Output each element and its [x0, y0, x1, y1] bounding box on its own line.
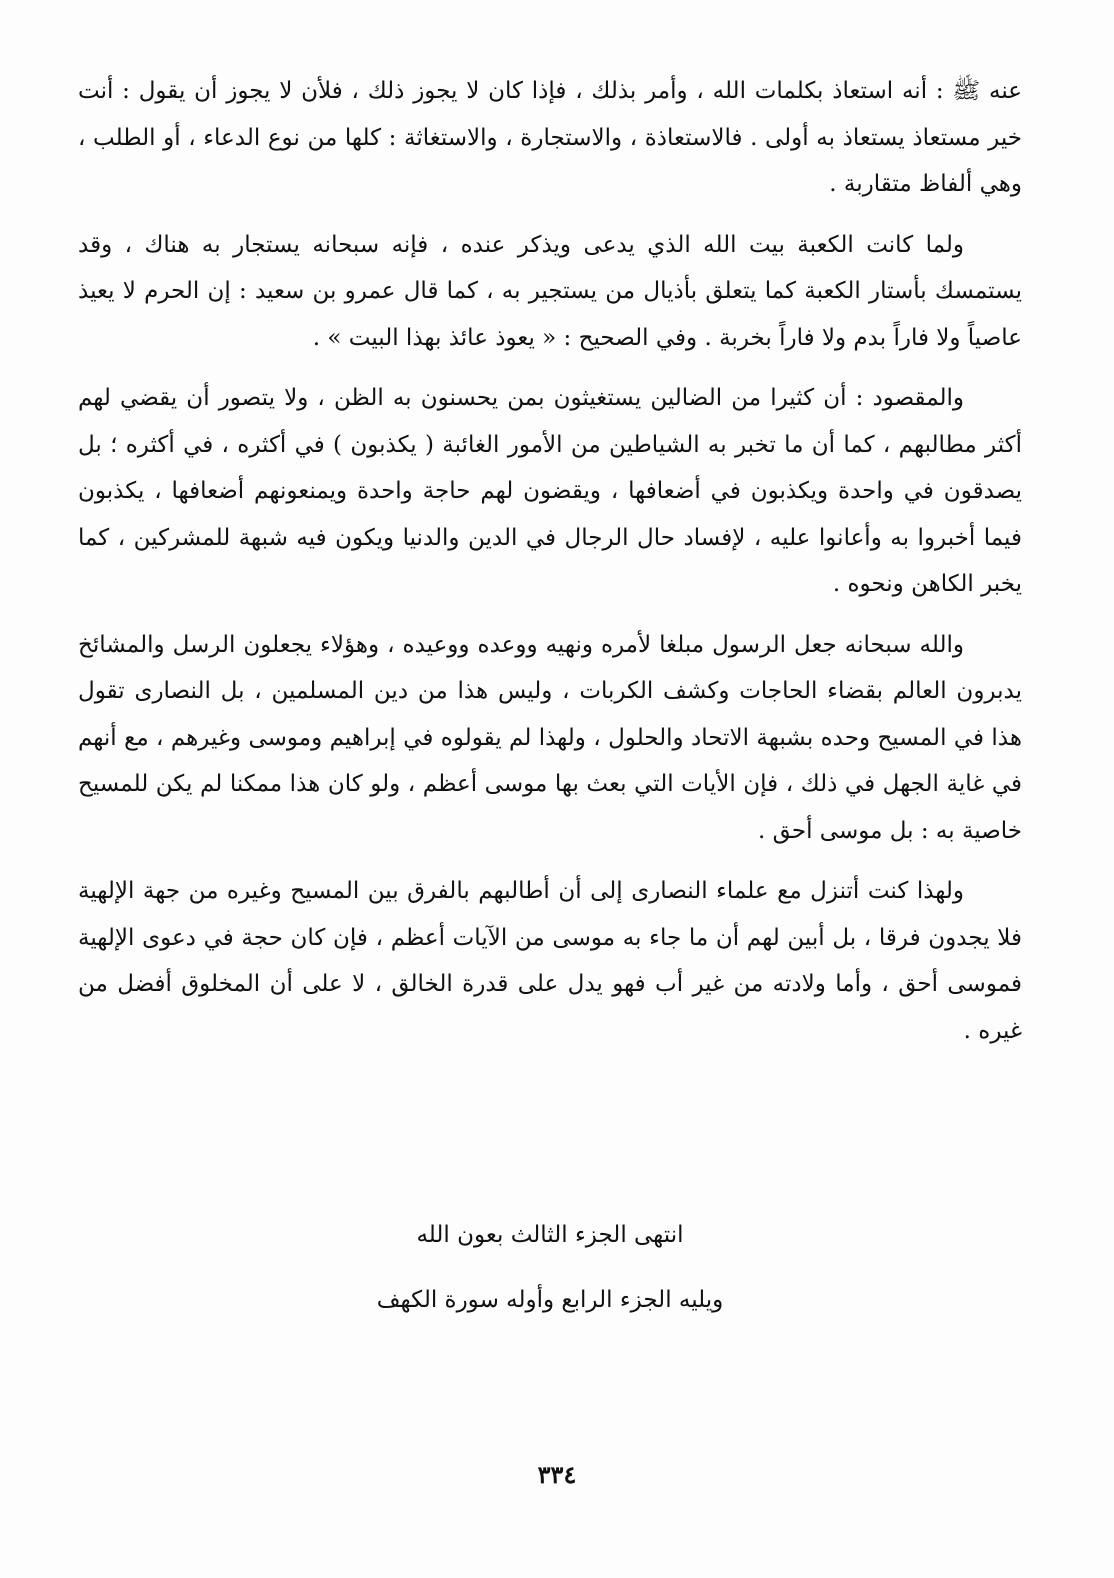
paragraph-4: والله سبحانه جعل الرسول مبلغا لأمره ونهيه ووعده ووعيده ، وهؤلاء يجعلون الرسل والمشائخ يدبرون العالم بقضاء الحاجات وكشف الكربات ، وليس هذا من دين المسلمين ، بل النصارى تقول هذا في المسيح وحده بشبهة الاتحاد والحلول ، ولهذا لم يقولوه في إبراهيم وموسى وغيرهم ، مع أنهم في غاية الجهل في ذلك ، فإن الأيات التي بعث بها موسى أعظم ، ولو كان هذا ممكنا لم يكن للمسيح خاصية به : بل موسى أحق .	[78, 631, 1022, 844]
paragraph-5: ولهذا كنت أتنزل مع علماء النصارى إلى أن أطالبهم بالفرق بين المسيح وغيره من جهة الإلهية فلا يجدون فرقا ، بل أبين لهم أن ما جاء به موسى من الآيات أعظم ، فإن كان حجة في دعوى الإلهية فموسى أحق ، وأما ولادته من غير أب فهو يدل على قدرة الخالق ، لا على أن المخلوق أفضل من غيره .	[78, 878, 1022, 1044]
paragraph-1: عنه ﷺ : أنه استعاذ بكلمات الله ، وأمر بذلك ، فإذا كان لا يجوز ذلك ، فلأن لا يجوز أن يقول : أنت خير مستعاذ يستعاذ به أولى . فالاستعاذة ، والاستجارة ، والاستغاثة : كلها من نوع الدعاء ، أو الطلب ، وهي ألفاظ متقاربة .	[78, 78, 1022, 197]
closing-line-end-of-volume: انتهى الجزء الثالث بعون الله	[416, 1222, 684, 1248]
closing-line-next-volume: ويليه الجزء الرابع وأوله سورة الكهف	[376, 1287, 724, 1313]
body-text	[78, 68, 1022, 1068]
paragraph-2: ولما كانت الكعبة بيت الله الذي يدعى ويذكر عنده ، فإنه سبحانه يستجار به هناك ، وقد يستمسك بأستار الكعبة كما يتعلق بأذيال من يستجير به ، كما قال عمرو بن سعيد : إن الحرم لا يعيذ عاصياً ولا فاراً بدم ولا فاراً بخربة . وفي الصحيح : « يعوذ عائذ بهذا البيت » .	[78, 231, 1022, 351]
page-number: ٣٣٤	[537, 1460, 577, 1489]
paragraph-3: والمقصود : أن كثيرا من الضالين يستغيثون بمن يحسنون به الظن ، ولا يتصور أن يقضي لهم أكثر مطالبهم ، كما أن ما تخبر به الشياطين من الأمور الغائبة ( يكذبون ) في أكثره ، في أكثره ؛ بل يصدقون في واحدة ويكذبون في أضعافها ، ويقضون لهم حاجة واحدة ويمنعونهم أضعافها ، يكذبون فيما أخبروا به وأعانوا عليه ، لإفساد حال الرجال في الدين والدنيا ويكون فيه شبهة للمشركين ، كما يخبر الكاهن ونحوه .	[78, 385, 1022, 597]
